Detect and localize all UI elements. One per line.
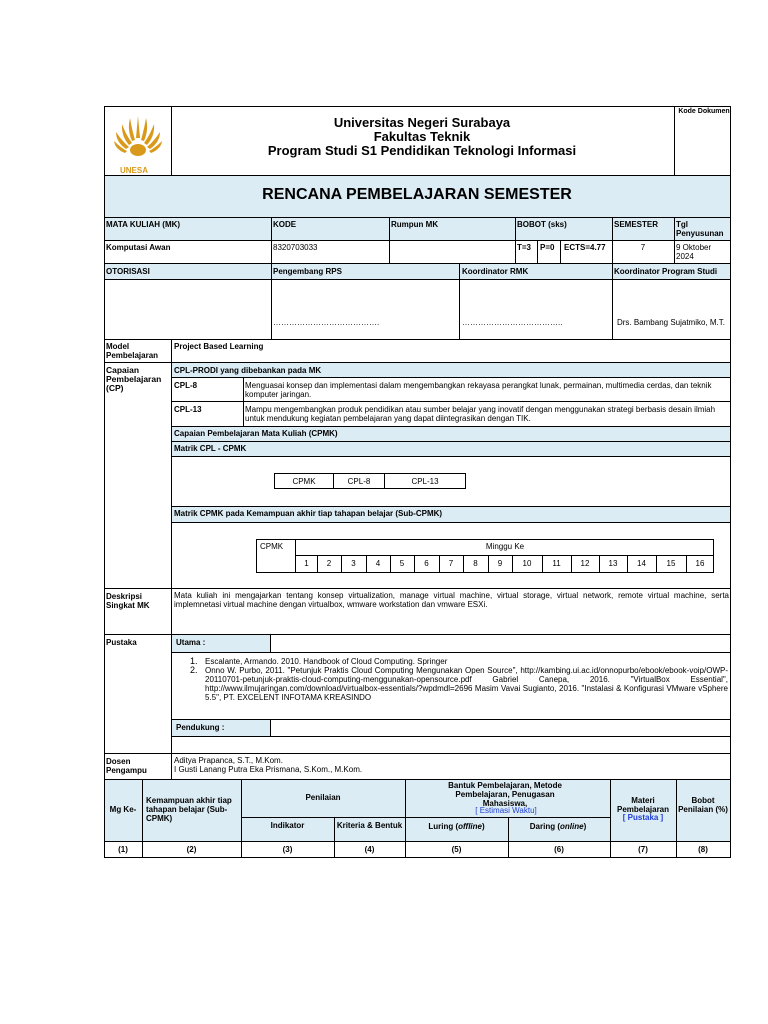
semester-header: SEMESTER	[614, 220, 659, 229]
plan-number-cell: (8)	[698, 845, 708, 854]
cpmk-header: Capaian Pembelajaran Mata Kuliah (CPMK)	[174, 429, 338, 438]
bobot-t: T=3	[517, 243, 532, 252]
week-cell: 4	[375, 559, 381, 568]
otorisasi-label: OTORISASI	[106, 267, 150, 276]
plan-number-cell: (7)	[638, 845, 648, 854]
matrik-col-cpmk: CPMK	[274, 473, 334, 489]
matrik-col-cpl8: CPL-8	[333, 473, 385, 489]
estimasi-label: [ Estimasi Waktu]	[475, 806, 537, 815]
week-cell: 15	[666, 559, 676, 568]
week-cell: 1	[304, 559, 309, 568]
cpl8-text: Menguasai konsep dan implementasi dalam mengembangkan rekayasa perangkat lunak, permainan, multimedia cerdas, dan teknik komputer jaringan.	[245, 381, 712, 399]
penilaian-label: Penilaian	[305, 793, 341, 802]
ref-1: Escalante, Armando. 2010. Handbook of Cloud Computing. Springer	[205, 657, 448, 666]
plan-number-cell: (3)	[282, 845, 293, 854]
page-title: RENCANA PEMBELAJARAN SEMESTER	[262, 186, 572, 203]
faculty-name: Fakultas Teknik	[373, 129, 471, 144]
plan-number-cell: (4)	[364, 845, 375, 854]
logo-text: UNESA	[120, 166, 149, 175]
week-cell: 6	[424, 559, 429, 568]
kaprodi-name: Drs. Bambang Sujatmiko, M.T.	[616, 318, 726, 327]
week-cell: 9	[497, 559, 503, 568]
semester-value: 7	[640, 243, 646, 252]
course-name: Komputasi Awan	[106, 243, 171, 252]
model-value: Project Based Learning	[174, 342, 264, 351]
program-name: Program Studi S1 Pendidikan Teknologi Informasi	[267, 143, 577, 158]
kode-header: KODE	[273, 220, 297, 229]
minggu-label: Minggu Ke	[485, 542, 525, 551]
matrik-header-band	[171, 441, 730, 456]
week-cell: 2	[326, 559, 332, 568]
pendukung-label: Pendukung :	[176, 723, 225, 732]
kriteria-label: Kriteria & Bentuk	[336, 821, 403, 830]
plan-number-cell: (1)	[118, 845, 128, 854]
week-cell: 13	[608, 559, 618, 568]
indikator-label: Indikator	[270, 821, 305, 830]
bobot-ects: ECTS=4.77	[564, 243, 606, 252]
week-cell: 11	[552, 559, 561, 568]
koordinator-rmk-label: Koordinator RMK	[462, 267, 529, 276]
week-cell: 16	[695, 559, 705, 568]
ref-num-1: 1.	[190, 656, 198, 666]
koordinator-prodi-label: Koordinator Program Studi	[614, 267, 718, 276]
university-name: Universitas Negeri Surabaya	[333, 115, 511, 130]
course-code: 8320703033	[273, 243, 318, 252]
kode-dokumen-label: Kode Dokumen	[678, 108, 730, 115]
week-cell: 3	[351, 559, 356, 568]
ref-num-2: 2.	[190, 665, 198, 675]
utama-label: Utama :	[176, 638, 206, 647]
ref-2: Onno W. Purbo, 2011. "Petunjuk Praktis Cloud Computing Mengunakan Open Source", http://kambing.ui.ac.id/onnopurbo/ebook/ebook-voip/OWP-20110701-petunjuk-praktis-cloud-computing-menggunakan-opensource.pdf Gabriel Canepa, 2016. "VirtualBox Essential", http://www.ilmujaringan.com/download/virtualbox-essentials/?wpdmdl=2696 Masim Vavai Sugianto, 2016. "Instalasi & Konfigurasi VMware vSphere 5.5", PT. EXCELENT INFOTAMA KREASINDO	[205, 666, 728, 702]
week-cell: 10	[522, 559, 532, 568]
plan-number-cell: (6)	[554, 845, 564, 854]
deskripsi-label: Deskripsi Singkat MK	[106, 592, 150, 610]
deskripsi-text: Mata kuliah ini mengajarkan tentang konsep virtualization, manage virtual machine, virtual storage, virtual network, remote virtual machine, serta implemnetasi virtual machine dengan virtualbox, wmware workstation dan vmware ESXi.	[174, 591, 729, 609]
cpl-header: CPL-PRODI yang dibebankan pada MK	[174, 366, 322, 375]
week-cell: 14	[637, 559, 646, 568]
matrik-header: Matrik CPL - CPMK	[174, 444, 247, 453]
bobot-p: P=0	[540, 243, 555, 252]
dosen-1: Aditya Prapanca, S.T., M.Kom.	[174, 756, 283, 765]
signature-line-1: ………………………………….	[273, 318, 380, 327]
dosen-label: Dosen Pengampu	[106, 757, 147, 775]
cp-label: Capaian Pembelajaran (CP)	[106, 365, 162, 393]
date-value: 9 Oktober 2024	[676, 243, 712, 261]
kemampuan-label: Kemampuan akhir tiap tahapan belajar (Sub-CPMK)	[146, 796, 232, 823]
plan-number-cell: (2)	[186, 845, 197, 854]
cpl8-code: CPL-8	[174, 381, 198, 390]
mk-header: MATA KULIAH (MK)	[106, 220, 181, 229]
cpl13-code: CPL-13	[174, 405, 202, 414]
pengembang-label: Pengembang RPS	[273, 267, 342, 276]
bobot-label: Bobot Penilaian (%)	[678, 796, 728, 814]
pustaka-label: Pustaka	[106, 638, 137, 647]
model-label: Model Pembelajaran	[106, 342, 159, 360]
bobot-header: BOBOT (sks)	[517, 220, 567, 229]
tgl-header: Tgl Penyusunan	[676, 220, 724, 238]
dosen-2: I Gusti Lanang Putra Eka Prismana, S.Kom., M.Kom.	[174, 765, 363, 774]
week-cell: 8	[473, 559, 478, 568]
daring-label: Daring (online)	[529, 822, 587, 831]
mg-label: Mg Ke-	[109, 805, 137, 814]
signature-line-2: ………………………………..	[462, 318, 563, 327]
week-cell: 7	[448, 559, 454, 568]
materi-label: Materi Pembelajaran	[616, 796, 670, 814]
sub-cpmk-header: Matrik CPMK pada Kemampuan akhir tiap tahapan belajar (Sub-CPMK)	[174, 509, 443, 518]
plan-number-cell: (5)	[451, 845, 462, 854]
cpl13-text: Mampu mengembangkan produk pendidikan atau sumber belajar yang inovatif dengan menggunakan strategi berbasis desain ilmiah untuk mendukung kegiatan pembelajaran yang dapat diintegrasikan dengan TIK.	[245, 405, 716, 423]
week-cell: 5	[399, 559, 405, 568]
matrik-col-cpl13: CPL-13	[384, 473, 466, 489]
materi-pustaka: [ Pustaka ]	[622, 813, 664, 822]
week-table-cpmk: CPMK	[260, 542, 284, 551]
bantuk-label: Bantuk Pembelajaran, Metode Pembelajaran, Penugasan Mahasiswa,	[448, 781, 562, 808]
luring-label: Luring (offline)	[428, 822, 485, 831]
rumpun-header: Rumpun MK	[391, 220, 439, 229]
week-cell: 12	[580, 559, 590, 568]
